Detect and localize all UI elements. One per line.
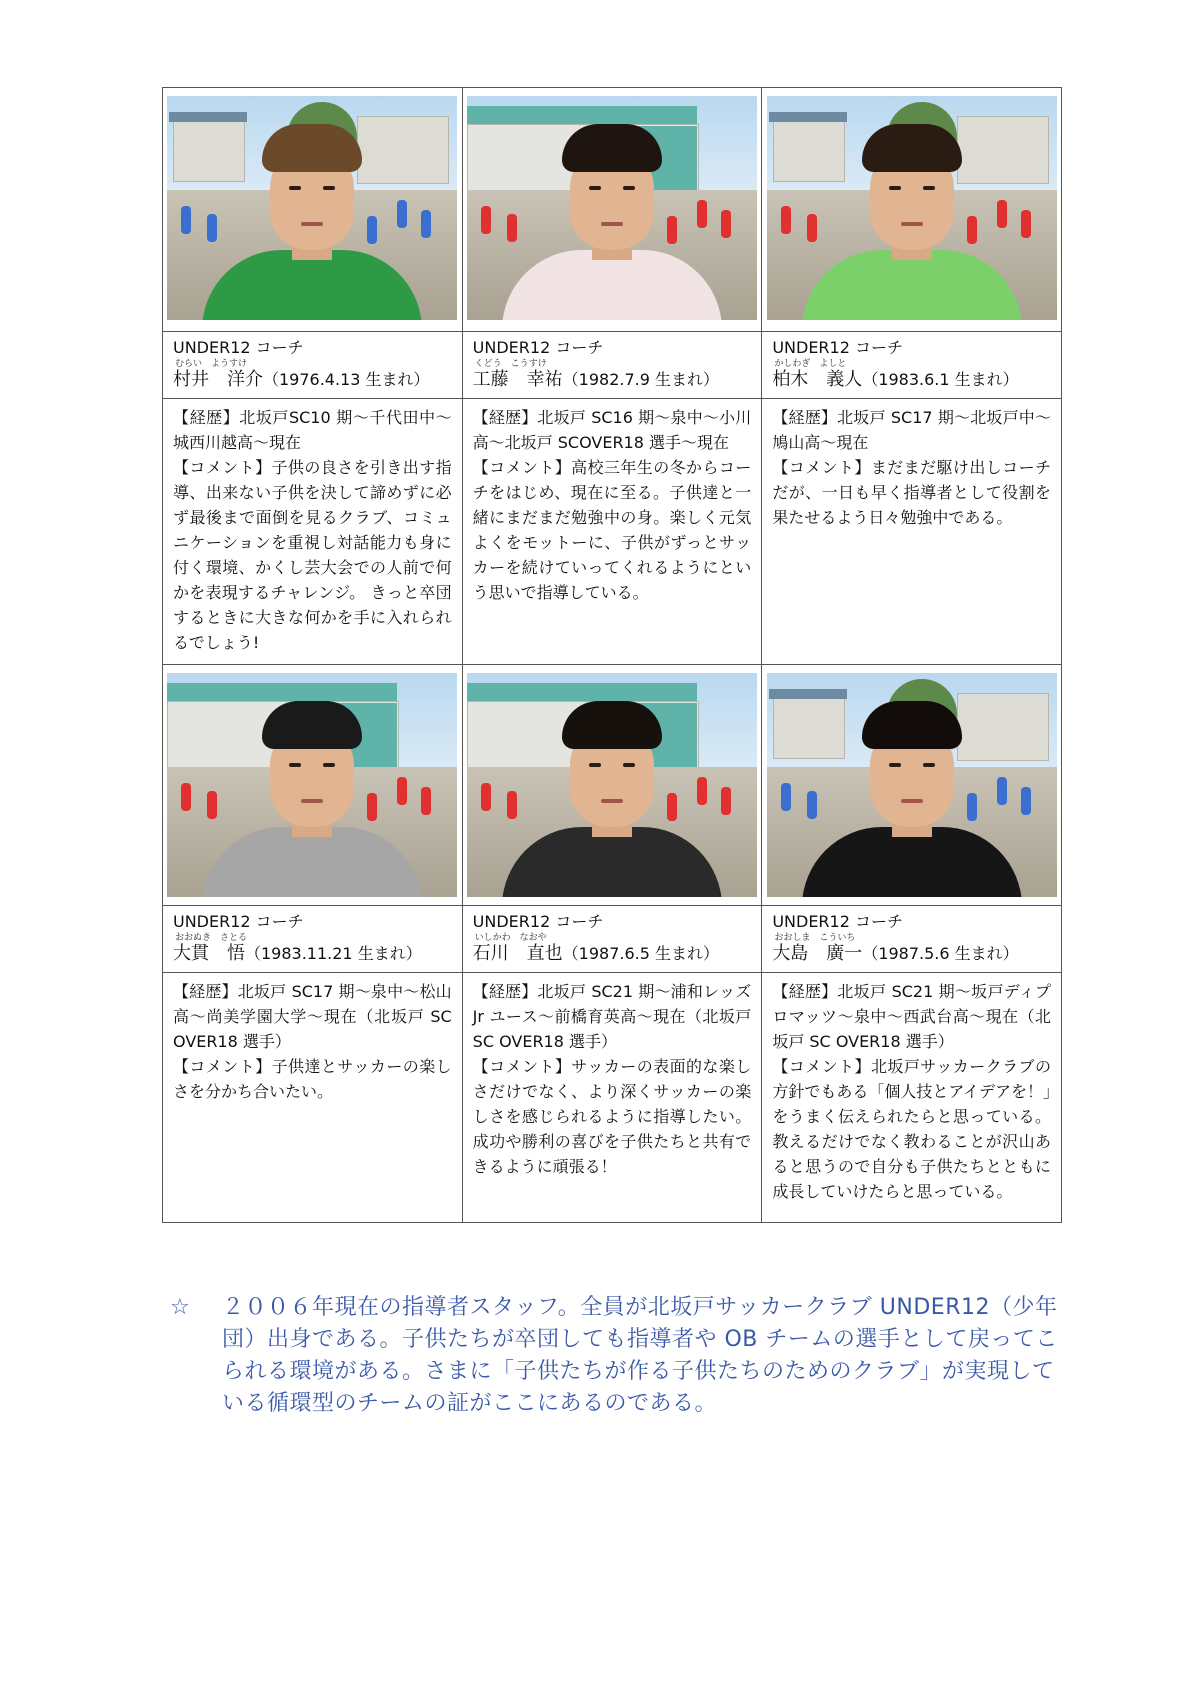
bio-cell [762,399,1062,665]
photo-house [773,697,845,759]
bio-cell [762,973,1062,1223]
photo-mouth [601,799,623,803]
coach-name-line [173,933,452,964]
photo-cell [462,88,762,332]
photo-cell [762,88,1062,332]
name-cell [462,906,762,973]
photo-school-stripe [467,106,697,124]
photo-cell [163,665,463,906]
photo-child [781,206,791,234]
photo-child [697,777,707,805]
photo-eye [323,186,335,190]
photo-roof [769,112,847,122]
coach-role: UNDER12 コーチ [173,912,304,931]
career-text: 【経歴】北坂戸 SC21 期～浦和レッズ Jr ユース～前橋育英高～現在（北坂戸 SC OVER18 選手） [472,982,752,1051]
photo-child [1021,210,1031,238]
coach-name-line [472,933,752,964]
career-text: 【経歴】北坂戸SC10 期～千代田中～城西川越高～現在 [173,408,452,452]
photo-house [773,120,845,182]
coach-name-line [772,359,1051,390]
photo-eye [889,186,901,190]
photo-row-1 [163,88,1062,332]
photo-house [173,120,245,182]
coach-name: 工藤 幸祐 [472,369,563,390]
photo-child [207,791,217,819]
photo-eye [589,763,601,767]
coach-photo [167,673,457,897]
photo-child [781,783,791,811]
comment-text: 【コメント】まだまだ駆け出しコーチだが、一日も早く指導者として役割を果たせるよう日々勉強中である。 [772,458,1051,527]
birth-date: （1983.6.1 生まれ） [862,370,1019,389]
photo-mouth [901,222,923,226]
footer-note [170,1292,1070,1420]
name-reading: むらい ようすけ [175,359,248,369]
coach-role: UNDER12 コーチ [472,912,604,931]
photo-mouth [301,799,323,803]
photo-child [397,777,407,805]
name-reading: かしわぎ よしと [774,359,847,369]
photo-cell [163,88,463,332]
coach-staff-table [162,87,1062,1223]
photo-child [1021,787,1031,815]
photo-child [181,783,191,811]
photo-house [957,116,1049,184]
photo-child [967,216,977,244]
bio-cell [163,399,463,665]
coach-name-line [173,359,452,390]
coach-name: 村井 洋介 [173,369,263,390]
photo-child [481,206,491,234]
photo-child [807,214,817,242]
photo-child [667,793,677,821]
photo-child [181,206,191,234]
coach-name-line [772,933,1051,964]
photo-cell [762,665,1062,906]
photo-child [367,793,377,821]
coach-role: UNDER12 コーチ [772,338,903,357]
career-text: 【経歴】北坂戸 SC21 期～坂戸ディプロマッツ～泉中～西武台高～現在（北坂戸 SC OVER18 選手） [772,982,1051,1051]
comment-text: 【コメント】子供の良さを引き出す指導、出来ない子供を決して諦めずに必ず最後まで面倒を見るクラブ、コミュニケーションを重視し対話能力も身に付く環境、かくし芸大会での人前で何かを表現するチャレンジ。 きっと卒団するときに大きな何かを手に入れられるでしょう! [173,458,452,652]
coach-photo [767,96,1057,320]
photo-eye [623,186,635,190]
career-text: 【経歴】北坂戸 SC17 期～北坂戸中～鳩山高～現在 [772,408,1051,452]
star-icon: ☆ [170,1295,190,1320]
photo-child [207,214,217,242]
coach-photo [767,673,1057,897]
photo-eye [923,186,935,190]
birth-date: （1976.4.13 生まれ） [263,370,430,389]
photo-child [997,200,1007,228]
coach-name: 大貫 悟 [173,943,245,964]
name-cell [163,332,463,399]
photo-eye [289,186,301,190]
coach-name: 石川 直也 [472,943,563,964]
photo-child [507,791,517,819]
comment-text: 【コメント】高校三年生の冬からコーチをはじめ、現在に至る。子供達と一緒にまだまだ勉強中の身。楽しく元気よくをモットーに、子供がずっとサッカーを続けていってくれるようにという思いで指導している。 [472,458,752,602]
bio-row-1 [163,399,1062,665]
photo-house [957,693,1049,761]
bio-cell [163,973,463,1223]
coach-name-line [472,359,752,390]
coach-photo [467,96,757,320]
photo-child [997,777,1007,805]
photo-child [421,787,431,815]
photo-hair [262,124,362,172]
name-reading: くどう こうすけ [474,359,547,369]
photo-cell [462,665,762,906]
coach-photo [167,96,457,320]
photo-eye [889,763,901,767]
birth-date: （1982.7.9 生まれ） [562,370,719,389]
photo-child [697,200,707,228]
footer-text: ２００６年現在の指導者スタッフ。全員が北坂戸サッカークラブ UNDER12（少年団）出身である。子供たちが卒団しても指導者や OB チームの選手として戻ってこられる環境がある。さまに「子供たちが作る子供たちのためのクラブ」が実現している循環型のチームの証がここにあるのである。 [222,1295,1058,1416]
photo-eye [323,763,335,767]
name-reading: おおしま こういち [774,933,856,943]
name-cell [163,906,463,973]
career-text: 【経歴】北坂戸 SC16 期～泉中～小川高～北坂戸 SCOVER18 選手～現在 [472,408,752,452]
photo-child [721,210,731,238]
photo-row-2 [163,665,1062,906]
coach-name: 大島 廣一 [772,943,863,964]
comment-text: 【コメント】北坂戸サッカークラブの方針でもある「個人技とアイデアを！」をうまく伝えられたらと思っている。教えるだけでなく教わることが沢山あると思うので自分も子供たちとともに成長していけたらと思っている。 [772,1057,1051,1201]
photo-eye [623,763,635,767]
coach-photo [467,673,757,897]
photo-school-stripe [467,683,697,701]
birth-date: （1987.5.6 生まれ） [862,944,1019,963]
photo-eye [589,186,601,190]
photo-mouth [301,222,323,226]
coach-role: UNDER12 コーチ [772,912,903,931]
bio-cell [462,399,762,665]
bio-cell [462,973,762,1223]
photo-child [807,791,817,819]
photo-roof [169,112,247,122]
photo-child [421,210,431,238]
birth-date: （1987.6.5 生まれ） [562,944,719,963]
photo-roof [769,689,847,699]
photo-hair [262,701,362,749]
photo-child [967,793,977,821]
photo-hair [562,701,662,749]
coach-name: 柏木 義人 [772,369,863,390]
coach-role: UNDER12 コーチ [173,338,304,357]
photo-school-stripe [167,683,397,701]
comment-text: 【コメント】子供達とサッカーの楽しさを分かち合いたい。 [173,1057,452,1101]
bio-row-2 [163,973,1062,1223]
photo-eye [289,763,301,767]
photo-child [667,216,677,244]
photo-child [367,216,377,244]
photo-hair [862,701,962,749]
coach-role: UNDER12 コーチ [472,338,604,357]
name-cell [762,906,1062,973]
birth-date: （1983.11.21 生まれ） [245,944,422,963]
name-row-2 [163,906,1062,973]
photo-house [357,116,449,184]
photo-mouth [901,799,923,803]
photo-mouth [601,222,623,226]
photo-hair [562,124,662,172]
name-reading: おおぬき さとる [175,933,248,943]
photo-eye [923,763,935,767]
photo-child [397,200,407,228]
name-cell [462,332,762,399]
photo-child [721,787,731,815]
photo-child [481,783,491,811]
photo-hair [862,124,962,172]
name-reading: いしかわ なおや [474,933,547,943]
career-text: 【経歴】北坂戸 SC17 期～泉中～松山高～尚美学園大学～現在（北坂戸 SC OVER18 選手） [173,982,452,1051]
name-cell [762,332,1062,399]
comment-text: 【コメント】サッカーの表面的な楽しさだけでなく、より深くサッカーの楽しさを感じられるように指導したい。成功や勝利の喜びを子供たちと共有できるように頑張る！ [472,1057,752,1176]
photo-child [507,214,517,242]
name-row-1 [163,332,1062,399]
